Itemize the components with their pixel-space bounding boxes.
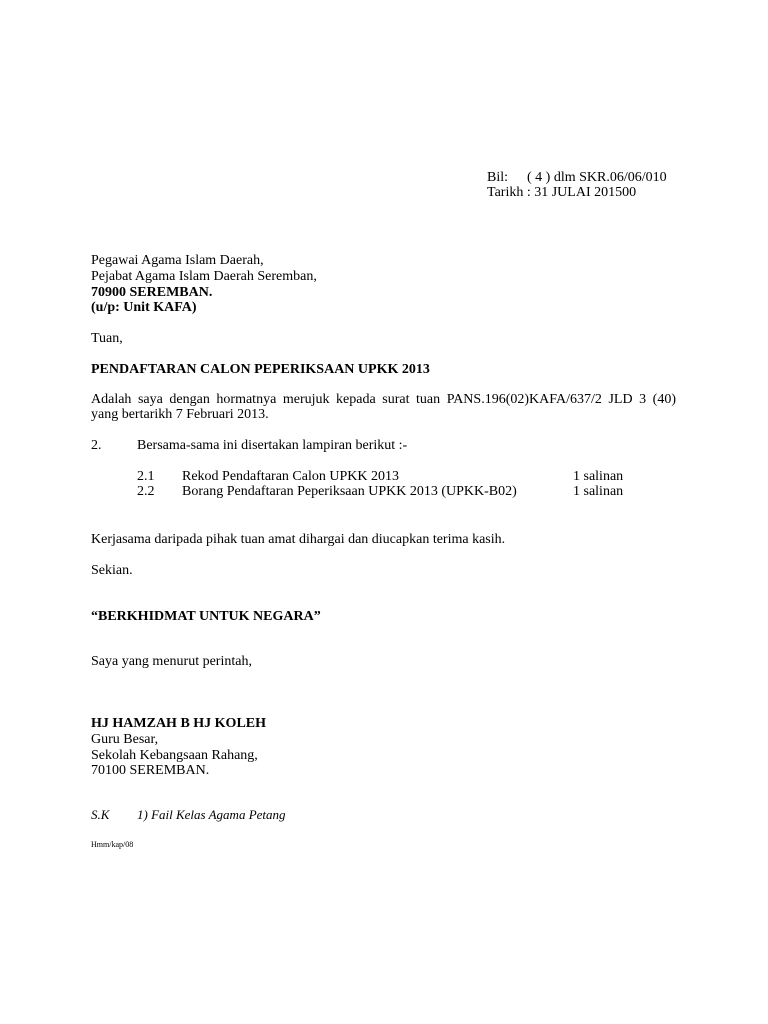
bil-label: Bil: [487,170,509,185]
attachment-2-title: Borang Pendaftaran Peperiksaan UPKK 2013 (UPKK-B02) [182,484,517,499]
reference-bil [487,170,667,186]
paragraph-1-line-1: Adalah saya dengan hormatnya merujuk kepada surat tuan PANS.196(02)KAFA/637/2 JLD 3 (40) [91,392,676,407]
motto: “BERKHIDMAT UNTUK NEGARA” [91,609,321,624]
signatory-title: Guru Besar, [91,732,159,747]
letter-subject: PENDAFTARAN CALON PEPERIKSAAN UPKK 2013 [91,362,430,377]
cc-item: 1) Fail Kelas Agama Petang [137,807,286,822]
recipient-line-1: Pegawai Agama Islam Daerah, [91,253,264,268]
footer-reference: Hmm/kap/08 [91,840,134,849]
thanks-text: Kerjasama daripada pihak tuan amat dihargai dan diucapkan terima kasih. [91,532,506,547]
cc-label: S.K [91,807,110,822]
signoff-text: Saya yang menurut perintah, [91,654,252,669]
closing-text: Sekian. [91,563,133,578]
attachment-2-qty: 1 salinan [573,484,624,499]
attachment-1-number: 2.1 [137,469,155,484]
paragraph-2-text: Bersama-sama ini disertakan lampiran berikut :- [137,438,408,453]
bil-value: ( 4 ) dlm SKR.06/06/010 [527,170,667,185]
attachment-1-title: Rekod Pendaftaran Calon UPKK 2013 [182,469,399,484]
recipient-line-4: (u/p: Unit KAFA) [91,300,197,315]
signatory-address: 70100 SEREMBAN. [91,763,210,778]
recipient-line-2: Pejabat Agama Islam Daerah Seremban, [91,269,317,284]
paragraph-2-number: 2. [91,438,102,453]
recipient-line-3: 70900 SEREMBAN. [91,285,213,300]
reference-date: Tarikh : 31 JULAI 201500 [487,185,637,200]
attachment-1-qty: 1 salinan [573,469,624,484]
signatory-name: HJ HAMZAH B HJ KOLEH [91,716,267,731]
attachment-2-number: 2.2 [137,484,155,499]
paragraph-1-line-2: yang bertarikh 7 Februari 2013. [91,407,269,422]
signatory-school: Sekolah Kebangsaan Rahang, [91,748,258,763]
salutation: Tuan, [91,331,123,346]
